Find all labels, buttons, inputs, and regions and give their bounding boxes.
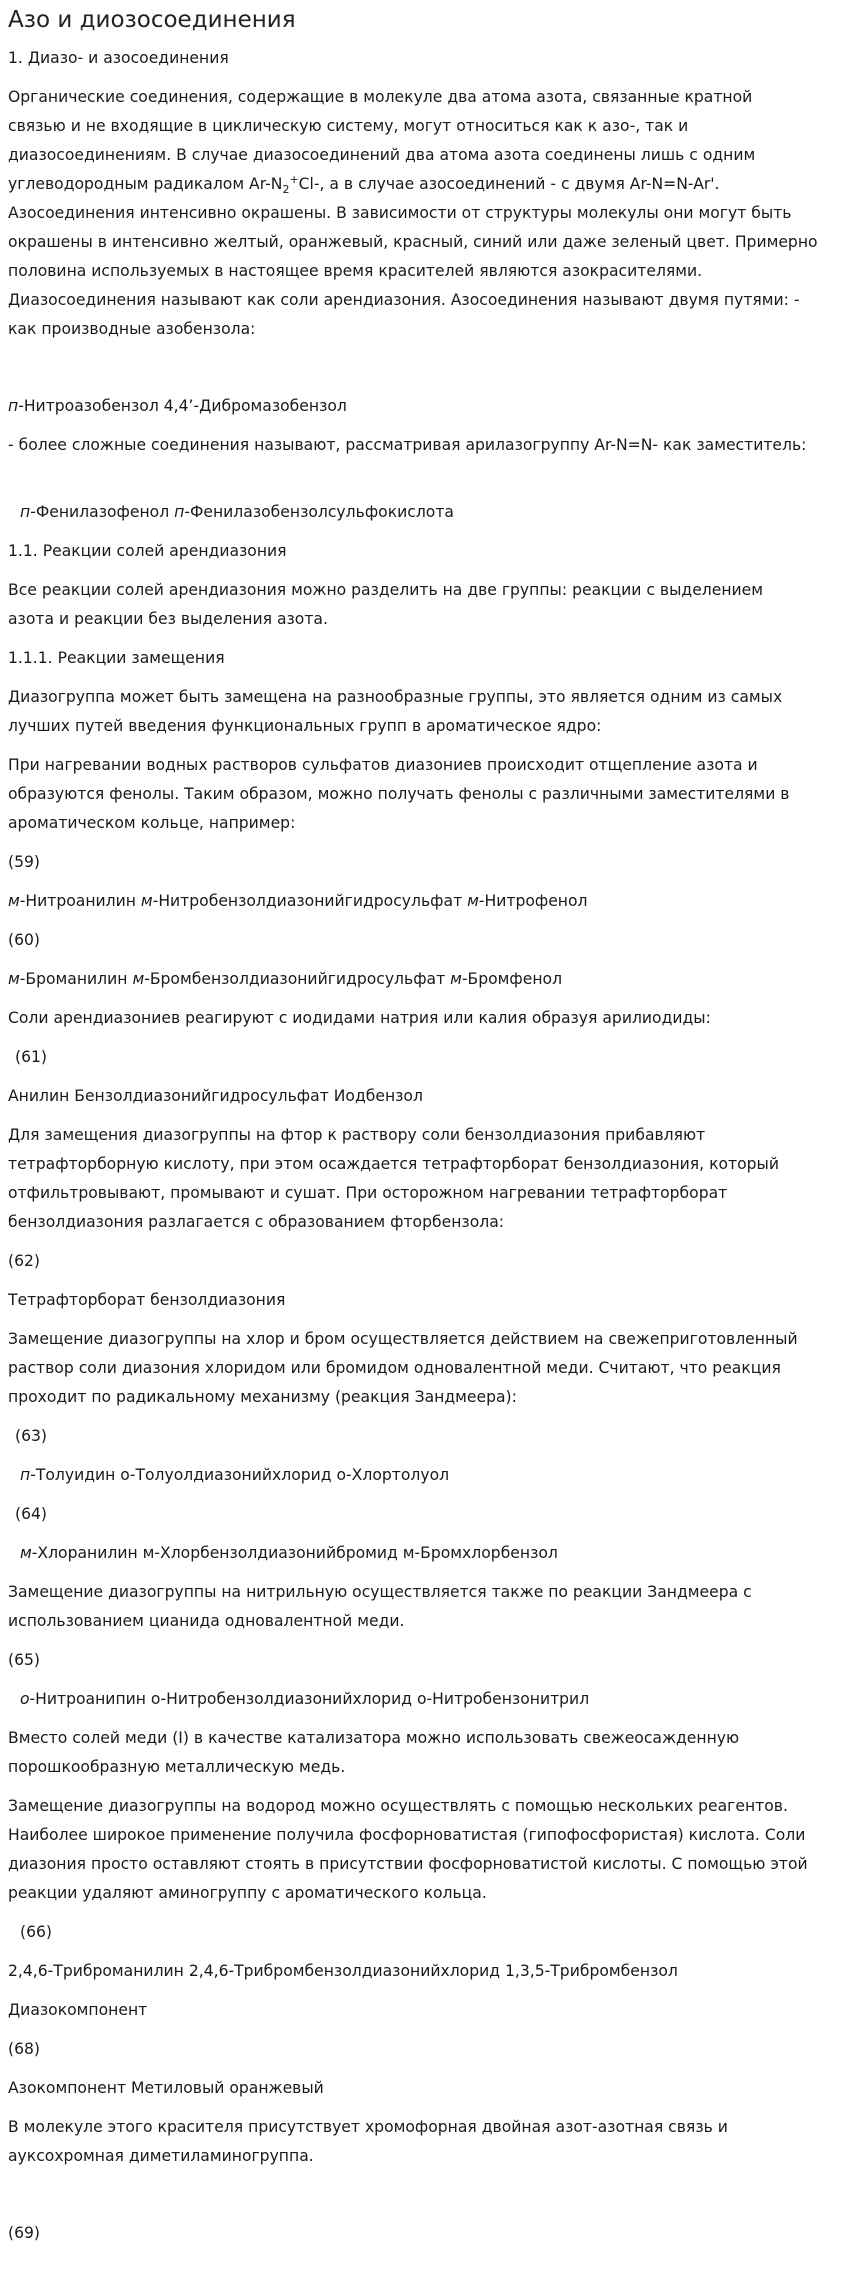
equation-61-names: Анилин Бензолдиазонийгидросульфат Иодбензол bbox=[8, 1087, 423, 1105]
prefix-italic: м bbox=[140, 892, 153, 910]
naming-rule-text: - более сложные соединения называют, рассматривая арилазогруппу Ar-N=N- как заместитель: bbox=[8, 436, 807, 454]
text-line: В молекуле этого красителя присутствует хромофорная двойная азот-азотная связь и bbox=[8, 2118, 728, 2136]
prefix-italic: п bbox=[20, 503, 31, 521]
compound-names-azobenzenes bbox=[8, 392, 839, 421]
equation-number-65: (65) bbox=[8, 1651, 41, 1669]
text-line: Для замещения диазогруппы на фтор к раствору соли бензолдиазония прибавляют bbox=[8, 1126, 706, 1144]
page-title: Азо и диозосоединения bbox=[8, 7, 296, 33]
formula-subscript: 2 bbox=[282, 183, 290, 197]
text-line: связью и не входящие в циклическую систему, могут относиться как к азо-, так и bbox=[8, 117, 689, 135]
prefix-italic: м bbox=[8, 970, 20, 988]
compound-name: -Бромбензолдиазонийгидросульфат bbox=[144, 970, 451, 988]
equation-number-61: (61) bbox=[15, 1048, 48, 1066]
prefix-italic: п bbox=[174, 503, 185, 521]
equation-number-69: (69) bbox=[8, 2224, 41, 2242]
equation-62-names: Тетрафторборат бензолдиазония bbox=[8, 1291, 286, 1309]
substitution-paragraph bbox=[8, 683, 839, 741]
text-line: ауксохромная диметиламиногруппа. bbox=[8, 2147, 314, 2165]
text-line: диазосоединениям. В случае диазосоединений два атома азота соединены лишь с одним bbox=[8, 146, 756, 164]
text-line: тетрафторборную кислоту, при этом осаждается тетрафторборат бензолдиазония, который bbox=[8, 1155, 780, 1173]
hydrogen-paragraph bbox=[8, 1792, 839, 1908]
text-line: проходит по радикальному механизму (реакция Зандмеера): bbox=[8, 1388, 517, 1406]
prefix-italic: п bbox=[8, 397, 19, 415]
text-line: Диазогруппа может быть замещена на разнообразные группы, это является одним из самых bbox=[8, 688, 783, 706]
prefix-italic: м bbox=[132, 970, 145, 988]
text-line: половина используемых в настоящее время красителей являются азокрасителями. bbox=[8, 262, 703, 280]
equation-66-names: 2,4,6-Триброманилин 2,4,6-Трибромбензолдиазонийхлорид 1,3,5-Трибромбензол bbox=[8, 1962, 678, 1980]
text-line: Азосоединения интенсивно окрашены. В зависимости от структуры молекулы они могут быть bbox=[8, 204, 792, 222]
text-line: Замещение диазогруппы на хлор и бром осуществляется действием на свежеприготовленный bbox=[8, 1330, 798, 1348]
text-line: азота и реакции без выделения азота. bbox=[8, 610, 328, 628]
sandmeyer-paragraph bbox=[8, 1325, 839, 1412]
section-heading-1-1-1: 1.1.1. Реакции замещения bbox=[8, 649, 225, 667]
equation-number-59: (59) bbox=[8, 853, 41, 871]
section-heading-1: 1. Диазо- и азосоединения bbox=[8, 49, 229, 67]
text-line: порошкообразную металлическую медь. bbox=[8, 1758, 346, 1776]
text-line: как производные азобензола: bbox=[8, 320, 256, 338]
text-line: Замещение диазогруппы на водород можно осуществлять с помощью нескольких реагентов. bbox=[8, 1797, 788, 1815]
text-line: использованием цианида одновалентной меди. bbox=[8, 1612, 405, 1630]
formula-prefix: углеводородным радикалом Ar-N bbox=[8, 175, 283, 193]
text-line: Наиболее широкое применение получила фосфорноватистая (гипофосфористая) кислота. Соли bbox=[8, 1826, 806, 1844]
compound-names: -Нитроанипин о-Нитробензолдиазонийхлорид о-Нитробензонитрил bbox=[29, 1690, 590, 1708]
equation-59-names bbox=[8, 887, 839, 916]
text-line: Вместо солей меди (I) в качестве катализатора можно использовать свежеосажденную bbox=[8, 1729, 740, 1747]
text-line: реакции удаляют аминогруппу с ароматического кольца. bbox=[8, 1884, 487, 1902]
prefix-italic: м bbox=[20, 1544, 32, 1562]
equation-63-names bbox=[8, 1461, 839, 1490]
equation-60-names bbox=[8, 965, 839, 994]
reaction-groups-paragraph bbox=[8, 576, 839, 634]
text-line: Все реакции солей арендиазония можно разделить на две группы: реакции с выделением bbox=[8, 581, 764, 599]
text-line: раствор соли диазония хлоридом или бромидом одновалентной меди. Считают, что реакция bbox=[8, 1359, 781, 1377]
equation-number-63: (63) bbox=[15, 1427, 48, 1445]
compound-name: -Фенилазофенол bbox=[30, 503, 175, 521]
text-line: ароматическом кольце, например: bbox=[8, 814, 296, 832]
equation-number-66: (66) bbox=[20, 1923, 53, 1941]
text-line: образуются фенолы. Таким образом, можно получать фенолы с различными заместителями в bbox=[8, 785, 790, 803]
text-line: Диазосоединения называют как соли арендиазония. Азосоединения называют двумя путями: - bbox=[8, 291, 800, 309]
compound-name: -Нитробензолдиазонийгидросульфат bbox=[152, 892, 468, 910]
compound-name: -Фенилазобензолсульфокислота bbox=[184, 503, 454, 521]
nitrile-paragraph bbox=[8, 1578, 839, 1636]
text-line: отфильтровывают, промывают и сушат. При осторожном нагревании тетрафторборат bbox=[8, 1184, 728, 1202]
fluoro-paragraph bbox=[8, 1121, 839, 1237]
text-line: При нагревании водных растворов сульфатов диазониев происходит отщепление азота и bbox=[8, 756, 758, 774]
equation-number-64: (64) bbox=[15, 1505, 48, 1523]
compound-name: -Бромфенол bbox=[461, 970, 563, 988]
compound-names-phenylazo bbox=[8, 498, 839, 527]
section-heading-1-1: 1.1. Реакции солей арендиазония bbox=[8, 542, 287, 560]
chromophore-paragraph bbox=[8, 2113, 839, 2171]
intro-paragraph bbox=[8, 83, 839, 344]
equation-64-names bbox=[8, 1539, 839, 1568]
compound-name: -Нитроанилин bbox=[19, 892, 141, 910]
compound-names: -Нитроазобензол 4,4’-Дибромазобензол bbox=[18, 397, 347, 415]
prefix-italic: о bbox=[20, 1690, 30, 1708]
text-line: окрашены в интенсивно желтый, оранжевый, красный, синий или даже зеленый цвет. Примерно bbox=[8, 233, 818, 251]
formula-superscript: + bbox=[289, 172, 299, 186]
compound-name: -Броманилин bbox=[19, 970, 133, 988]
prefix-italic: п bbox=[20, 1466, 31, 1484]
text-line: лучших путей введения функциональных групп в ароматическое ядро: bbox=[8, 717, 602, 735]
text-line: диазония просто оставляют стоять в присутствии фосфорноватистой кислоты. С помощью этой bbox=[8, 1855, 808, 1873]
copper-paragraph bbox=[8, 1724, 839, 1782]
prefix-italic: м bbox=[8, 892, 20, 910]
equation-number-62: (62) bbox=[8, 1252, 41, 1270]
equation-68-names: Азокомпонент Метиловый оранжевый bbox=[8, 2079, 324, 2097]
compound-names: -Толуидин о-Толуолдиазонийхлорид о-Хлортолуол bbox=[30, 1466, 450, 1484]
phenol-paragraph bbox=[8, 751, 839, 838]
iodide-text: Соли арендиазониев реагируют с иодидами натрия или калия образуя арилиодиды: bbox=[8, 1009, 711, 1027]
equation-number-68: (68) bbox=[8, 2040, 41, 2058]
equation-number-60: (60) bbox=[8, 931, 41, 949]
text-line: Замещение диазогруппы на нитрильную осуществляется также по реакции Зандмеера с bbox=[8, 1583, 752, 1601]
compound-names: -Хлоранилин м-Хлорбензолдиазонийбромид м-Бромхлорбензол bbox=[31, 1544, 558, 1562]
text-line: бензолдиазония разлагается с образованием фторбензола: bbox=[8, 1213, 505, 1231]
compound-name: -Нитрофенол bbox=[478, 892, 588, 910]
formula-line bbox=[8, 170, 839, 199]
prefix-italic: м bbox=[450, 970, 462, 988]
text-line: Органические соединения, содержащие в молекуле два атома азота, связанные кратной bbox=[8, 88, 753, 106]
diazo-component-label: Диазокомпонент bbox=[8, 2001, 148, 2019]
formula-suffix: Cl-, а в случае азосоединений - с двумя Ar-N=N-Ar'. bbox=[298, 175, 720, 193]
equation-65-names bbox=[8, 1685, 839, 1714]
prefix-italic: м bbox=[467, 892, 479, 910]
